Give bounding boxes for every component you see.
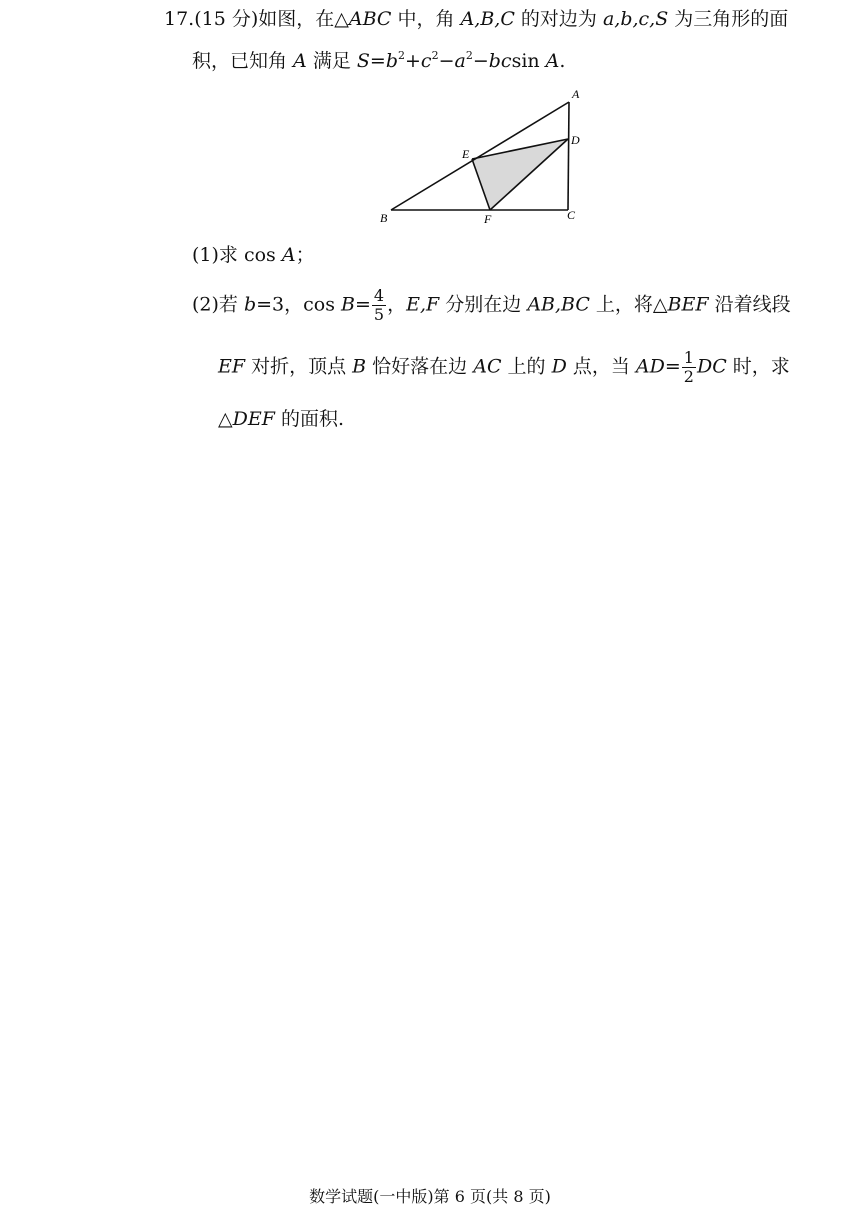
label-a: A [572,87,580,101]
fraction-one-half [682,350,696,385]
math-exponent: 2 [465,49,473,62]
math-b-angle: B [341,293,355,316]
text-segment: 上，将△ [589,293,668,316]
fraction-numerator: 1 [683,348,694,367]
part-2-line-1 [192,288,791,323]
text-segment: 上的 [501,355,552,378]
triangle-figure [372,84,592,234]
text-segment: 积，已知角 [192,50,294,72]
text-segment: 的面积. [274,408,345,430]
math-dc: DC [696,355,727,378]
label-e: E [462,147,470,161]
math-op: = [664,355,681,378]
math-ef: EF [218,355,246,378]
label-f: F [484,212,492,226]
math-c: c [420,50,432,72]
math-op: − [472,50,489,72]
math-sides: a,b,c,S [602,8,669,30]
text-segment: 如图，在△ [258,8,349,30]
math-op: = [355,293,371,316]
text-segment: 为三角形的面 [668,8,789,30]
math-def: DEF [232,408,275,430]
math-b-vertex: B [352,355,367,378]
fraction-denominator: 5 [373,305,385,324]
text-segment: 满足 [306,50,357,72]
fraction-denominator: 2 [683,367,694,386]
math-abc: ABC [348,8,392,30]
math-a: A [293,50,307,72]
text-segment: (1)求 cos [192,244,282,266]
label-b: B [380,211,388,225]
text-segment: . [559,50,566,72]
page-footer: 数学试题(一中版)第 6 页(共 8 页) [309,1187,551,1206]
math-a: A [545,50,560,72]
question-score: (15 分) [194,8,259,30]
segment-ac [568,102,569,210]
text-segment: 中，角 [391,8,461,30]
math-ef: E,F [406,293,440,316]
part-2-line-3 [218,410,344,429]
label-c: C [567,208,576,222]
fraction-four-fifths [372,288,386,323]
label-d: D [571,133,580,147]
math-angles: A,B,C [460,8,515,30]
math-ac: AC [473,355,502,378]
part-2-line-2 [218,350,790,385]
text-segment: △ [218,408,233,430]
question-line-2 [192,50,565,71]
part-1-line [192,246,315,265]
question-line-1 [164,10,788,29]
text-segment: 点，当 [566,355,636,378]
text-segment: (2)若 [192,293,244,316]
text-segment: 时，求 [726,355,790,378]
triangle-diagram [372,84,592,234]
text-segment: =3，cos [256,293,342,316]
math-sin: sin [511,50,546,72]
text-segment: 对折，顶点 [245,355,353,378]
math-exponent: 2 [431,49,439,62]
math-d: D [551,355,567,378]
text-segment: ， [387,293,407,316]
fraction-numerator: 4 [373,286,385,305]
math-a: A [281,244,296,266]
math-b: b [243,293,257,316]
question-number: 17. [164,8,195,30]
math-b: b [385,50,398,72]
math-ab-bc: AB,BC [527,293,590,316]
math-op: = [369,50,386,72]
math-op: + [405,50,421,72]
math-ad: AD [635,355,665,378]
math-a: a [454,50,466,72]
math-exponent: 2 [398,49,405,62]
math-bef: BEF [667,293,709,316]
text-segment: 恰好落在边 [366,355,474,378]
text-segment: 分别在边 [439,293,528,316]
math-bc: bc [488,50,512,72]
text-segment: 的对边为 [514,8,603,30]
math-op: − [438,50,455,72]
math-s: S [356,50,370,72]
text-segment: ； [295,244,315,266]
text-segment: 沿着线段 [708,293,791,316]
